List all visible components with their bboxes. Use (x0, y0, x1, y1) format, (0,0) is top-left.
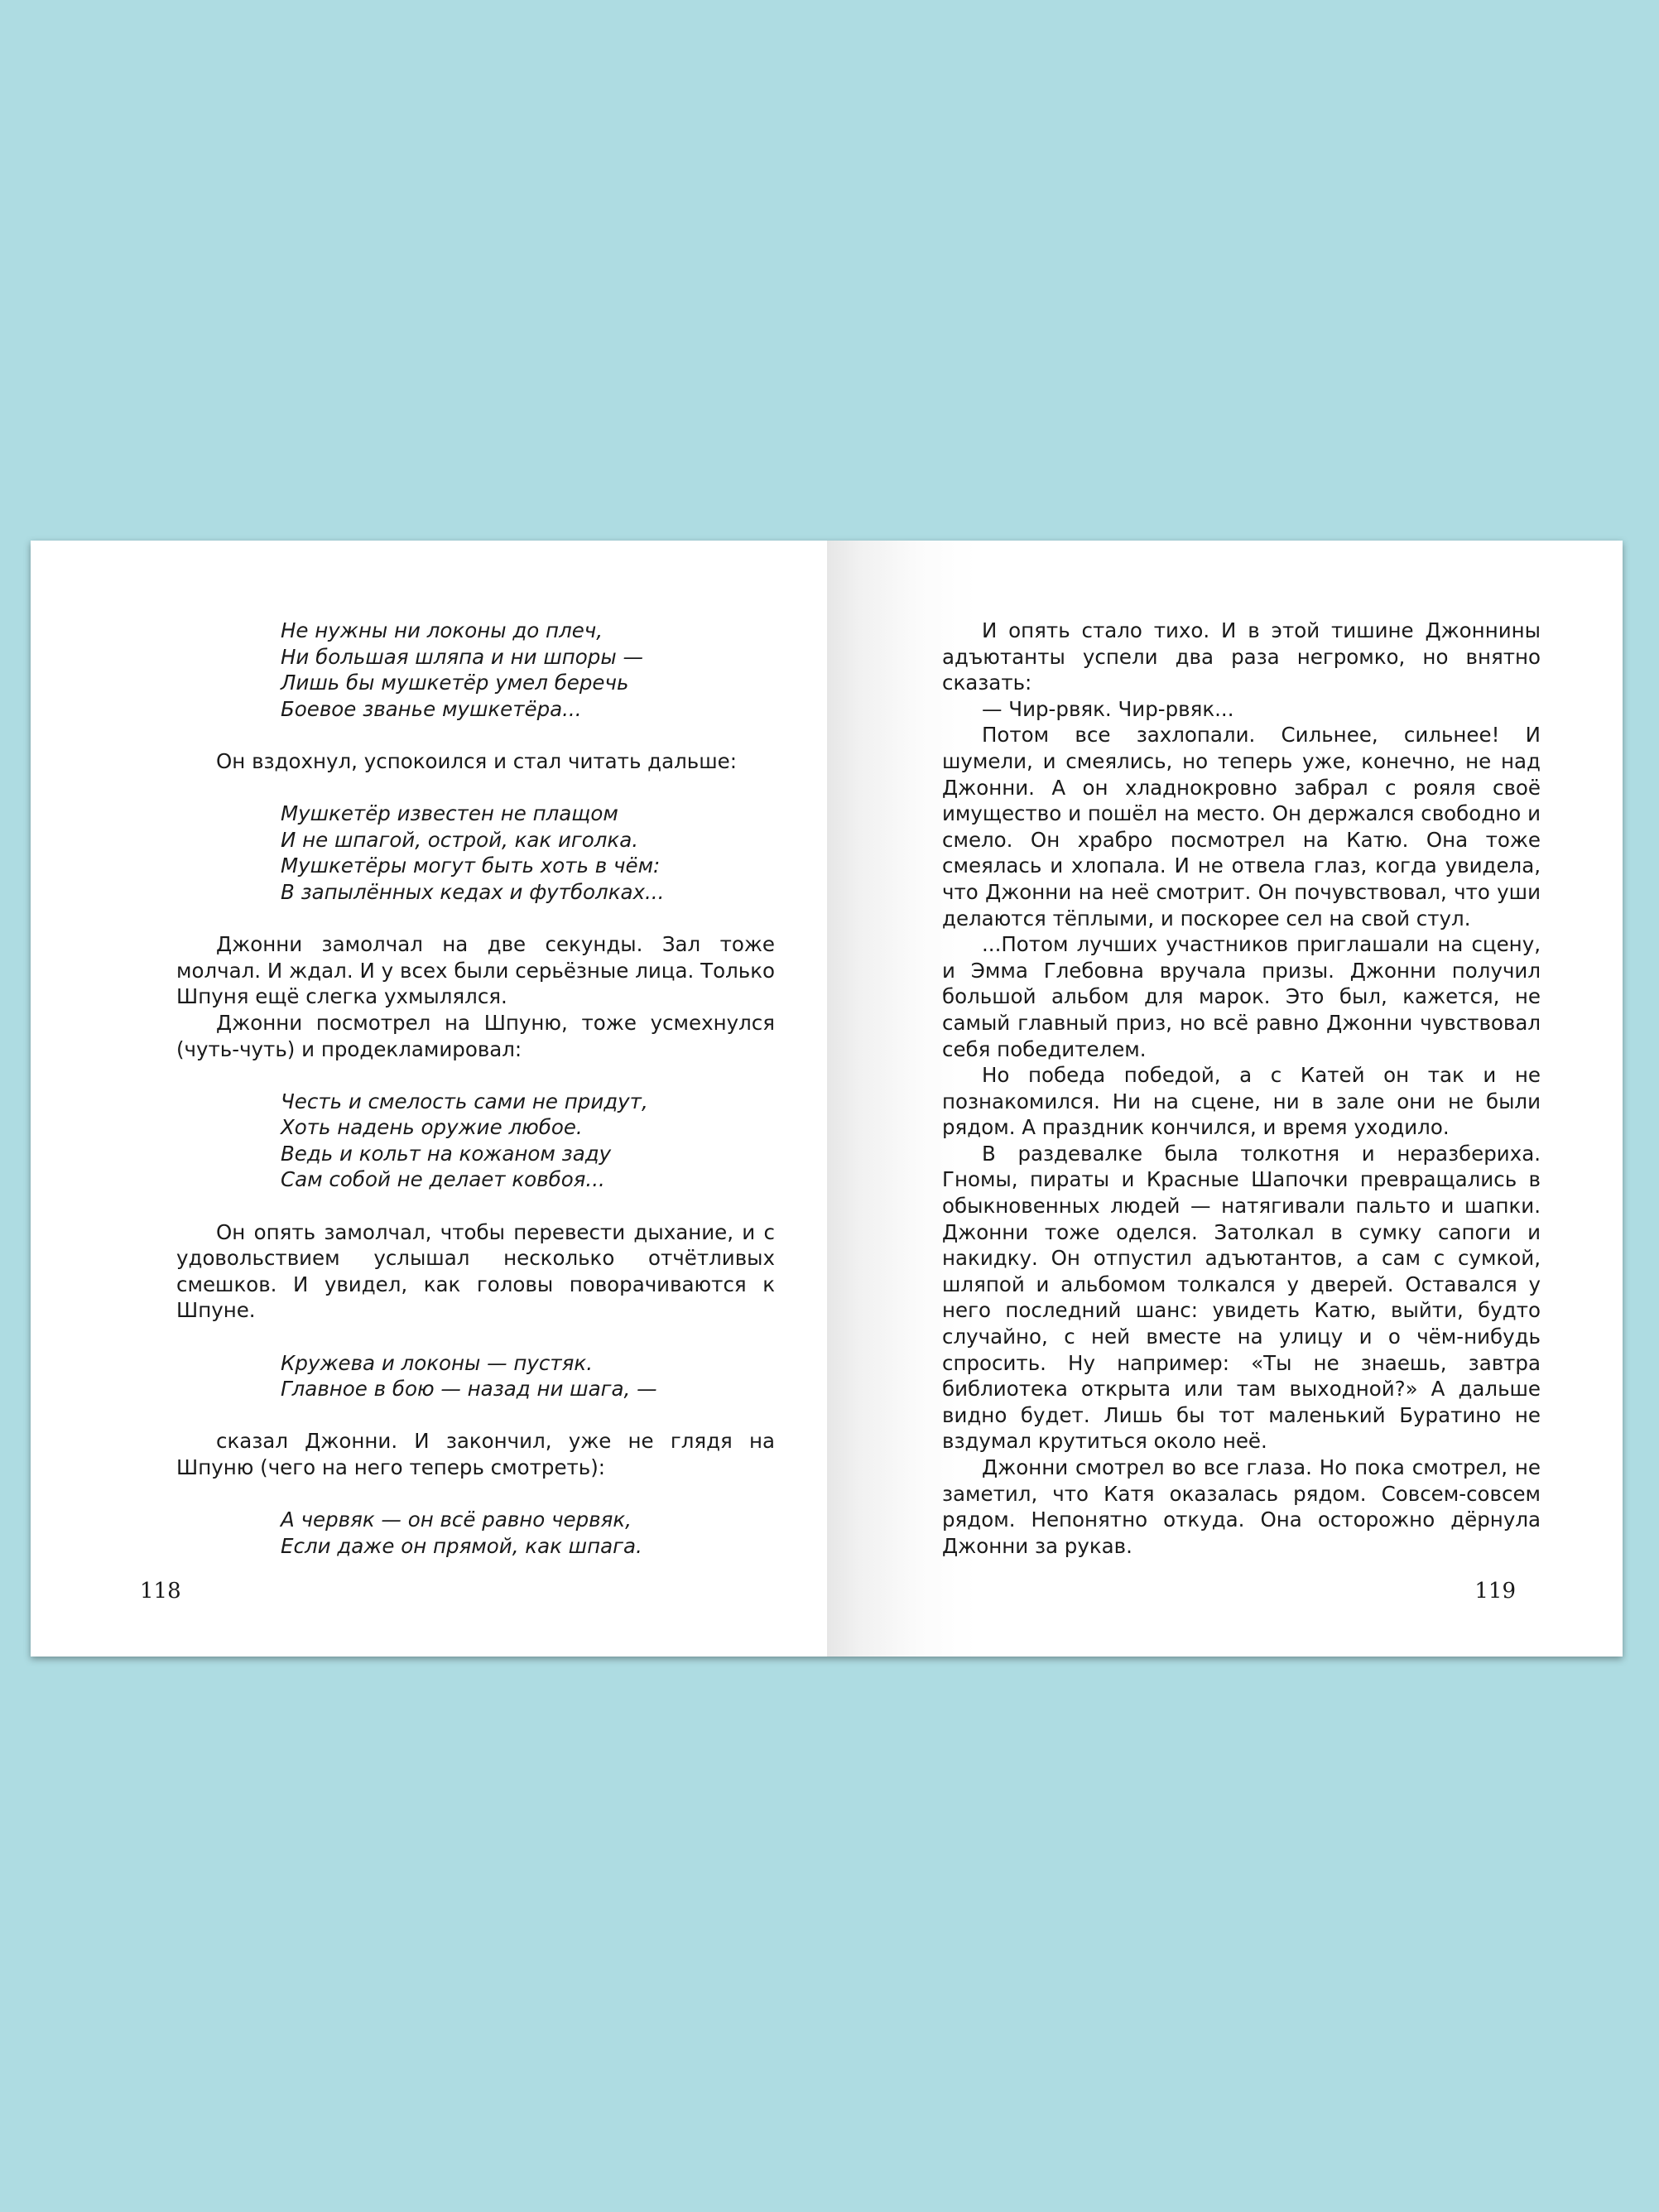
poem-line: Кружева и локоны — пустяк. (281, 1350, 593, 1375)
poem-line: Ни большая шляпа и ни шпоры — (281, 644, 643, 669)
poem-line: Мушкетёры могут быть хоть в чём: (281, 854, 661, 878)
page-number: 119 (1474, 1579, 1516, 1604)
poem-line: Не нужны ни локоны до плеч, (281, 618, 603, 642)
poem-line: А червяк — он всё равно червяк, (281, 1508, 632, 1532)
paragraph: ...Потом лучших участников приглашали на сцену, и Эмма Глебовна вручала призы. Джонни получил большой альбом для марок. Это был, кажется, не самый главный приз, но всё равно Джонни чувствовал себя победителем. (942, 932, 1541, 1061)
poem-line: Если даже он прямой, как шпага. (281, 1533, 642, 1558)
poem-line: Главное в бою — назад ни шага, — (281, 1377, 657, 1402)
paragraph: И опять стало тихо. И в этой тишине Джоннины адъютанты успели два раза негромко, но внятно сказать: (942, 618, 1541, 695)
right-page (827, 541, 1623, 1657)
page-number: 118 (140, 1579, 181, 1604)
paragraph: Потом все захлопали. Сильнее, сильнее! И шумели, и смеялись, но теперь уже, конечно, не над Джонни. А он хладнокровно забрал с рояля своё имущество и пошёл на место. Он держался свободно и смело. Он храбро посмотрел на Катю. Она тоже смеялась и хлопала. И не отвела глаз, когда увидела, что Джонни на неё смотрит. Он почувствовал, что уши делаются тёплыми, и поскорее сел на свой стул. (942, 723, 1541, 930)
poem-line: Боевое званье мушкетёра... (281, 696, 582, 721)
paragraph: Он опять замолчал, чтобы перевести дыхание, и с удовольствием услышал несколько отчётливых смешков. И увидел, как головы поворачиваются к Шпуне. (176, 1219, 775, 1323)
paragraph: Джонни замолчал на две секунды. Зал тоже молчал. И ждал. И у всех были серьёзные лица. Только Шпуня ещё слегка ухмылялся. (176, 932, 775, 1009)
poem-stanza (281, 618, 775, 722)
poem-stanza (281, 1089, 775, 1193)
paragraph: сказал Джонни. И закончил, уже не глядя на Шпуню (чего на него теперь смотреть): (176, 1429, 775, 1479)
left-page-text (176, 618, 775, 1559)
poem-line: И не шпагой, острой, как иголка. (281, 827, 639, 852)
poem-line: Честь и смелость сами не придут, (281, 1089, 648, 1113)
poem-stanza (281, 1507, 775, 1559)
poem-line: В запылённых кедах и футболках... (281, 879, 665, 904)
poem-line: Сам собой не делает ковбоя... (281, 1167, 605, 1192)
paragraph: Джонни посмотрел на Шпуню, тоже усмехнулся (чуть-чуть) и продекламировал: (176, 1010, 775, 1061)
paragraph: В раздевалке была толкотня и неразбериха. Гномы, пираты и Красные Шапочки превращались в обыкновенных людей — натягивали пальто и шапки. Джонни тоже оделся. Затолкал в сумку сапоги и накидку. Он отпустил адъютантов, а сам с сумкой, шляпой и альбомом толкался у дверей. Оставался у него последний шанс: увидеть Катю, выйти, будто случайно, с ней вместе на улицу и о чём-нибудь спросить. Ну например: «Ты не знаешь, завтра библиотека открыта или там выходной?» А дальше видно будет. Лишь бы тот маленький Буратино не вздумал крутиться около неё. (942, 1141, 1541, 1454)
paragraph: Он вздохнул, успокоился и стал читать дальше: (216, 748, 737, 773)
poem-stanza (281, 1350, 775, 1402)
poem-line: Мушкетёр известен не плащом (281, 801, 618, 826)
paragraph: Джонни смотрел во все глаза. Но пока смотрел, не заметил, что Катя оказалась рядом. Совсем-совсем рядом. Непонятно откуда. Она осторожно дёрнула Джонни за рукав. (942, 1455, 1541, 1558)
poem-stanza (281, 801, 775, 905)
book-spread (31, 541, 1623, 1657)
poem-line: Хоть надень оружие любое. (281, 1115, 583, 1140)
dialogue-line: — Чир-рвяк. Чир-рвяк... (982, 696, 1234, 721)
right-page-text (942, 618, 1541, 1559)
left-page (31, 541, 827, 1657)
poem-line: Ведь и кольт на кожаном заду (281, 1141, 612, 1166)
poem-line: Лишь бы мушкетёр умел беречь (281, 671, 629, 695)
paragraph: Но победа победой, а с Катей он так и не познакомился. Ни на сцене, ни в зале они не были рядом. А праздник кончился, и время уходило. (942, 1063, 1541, 1140)
